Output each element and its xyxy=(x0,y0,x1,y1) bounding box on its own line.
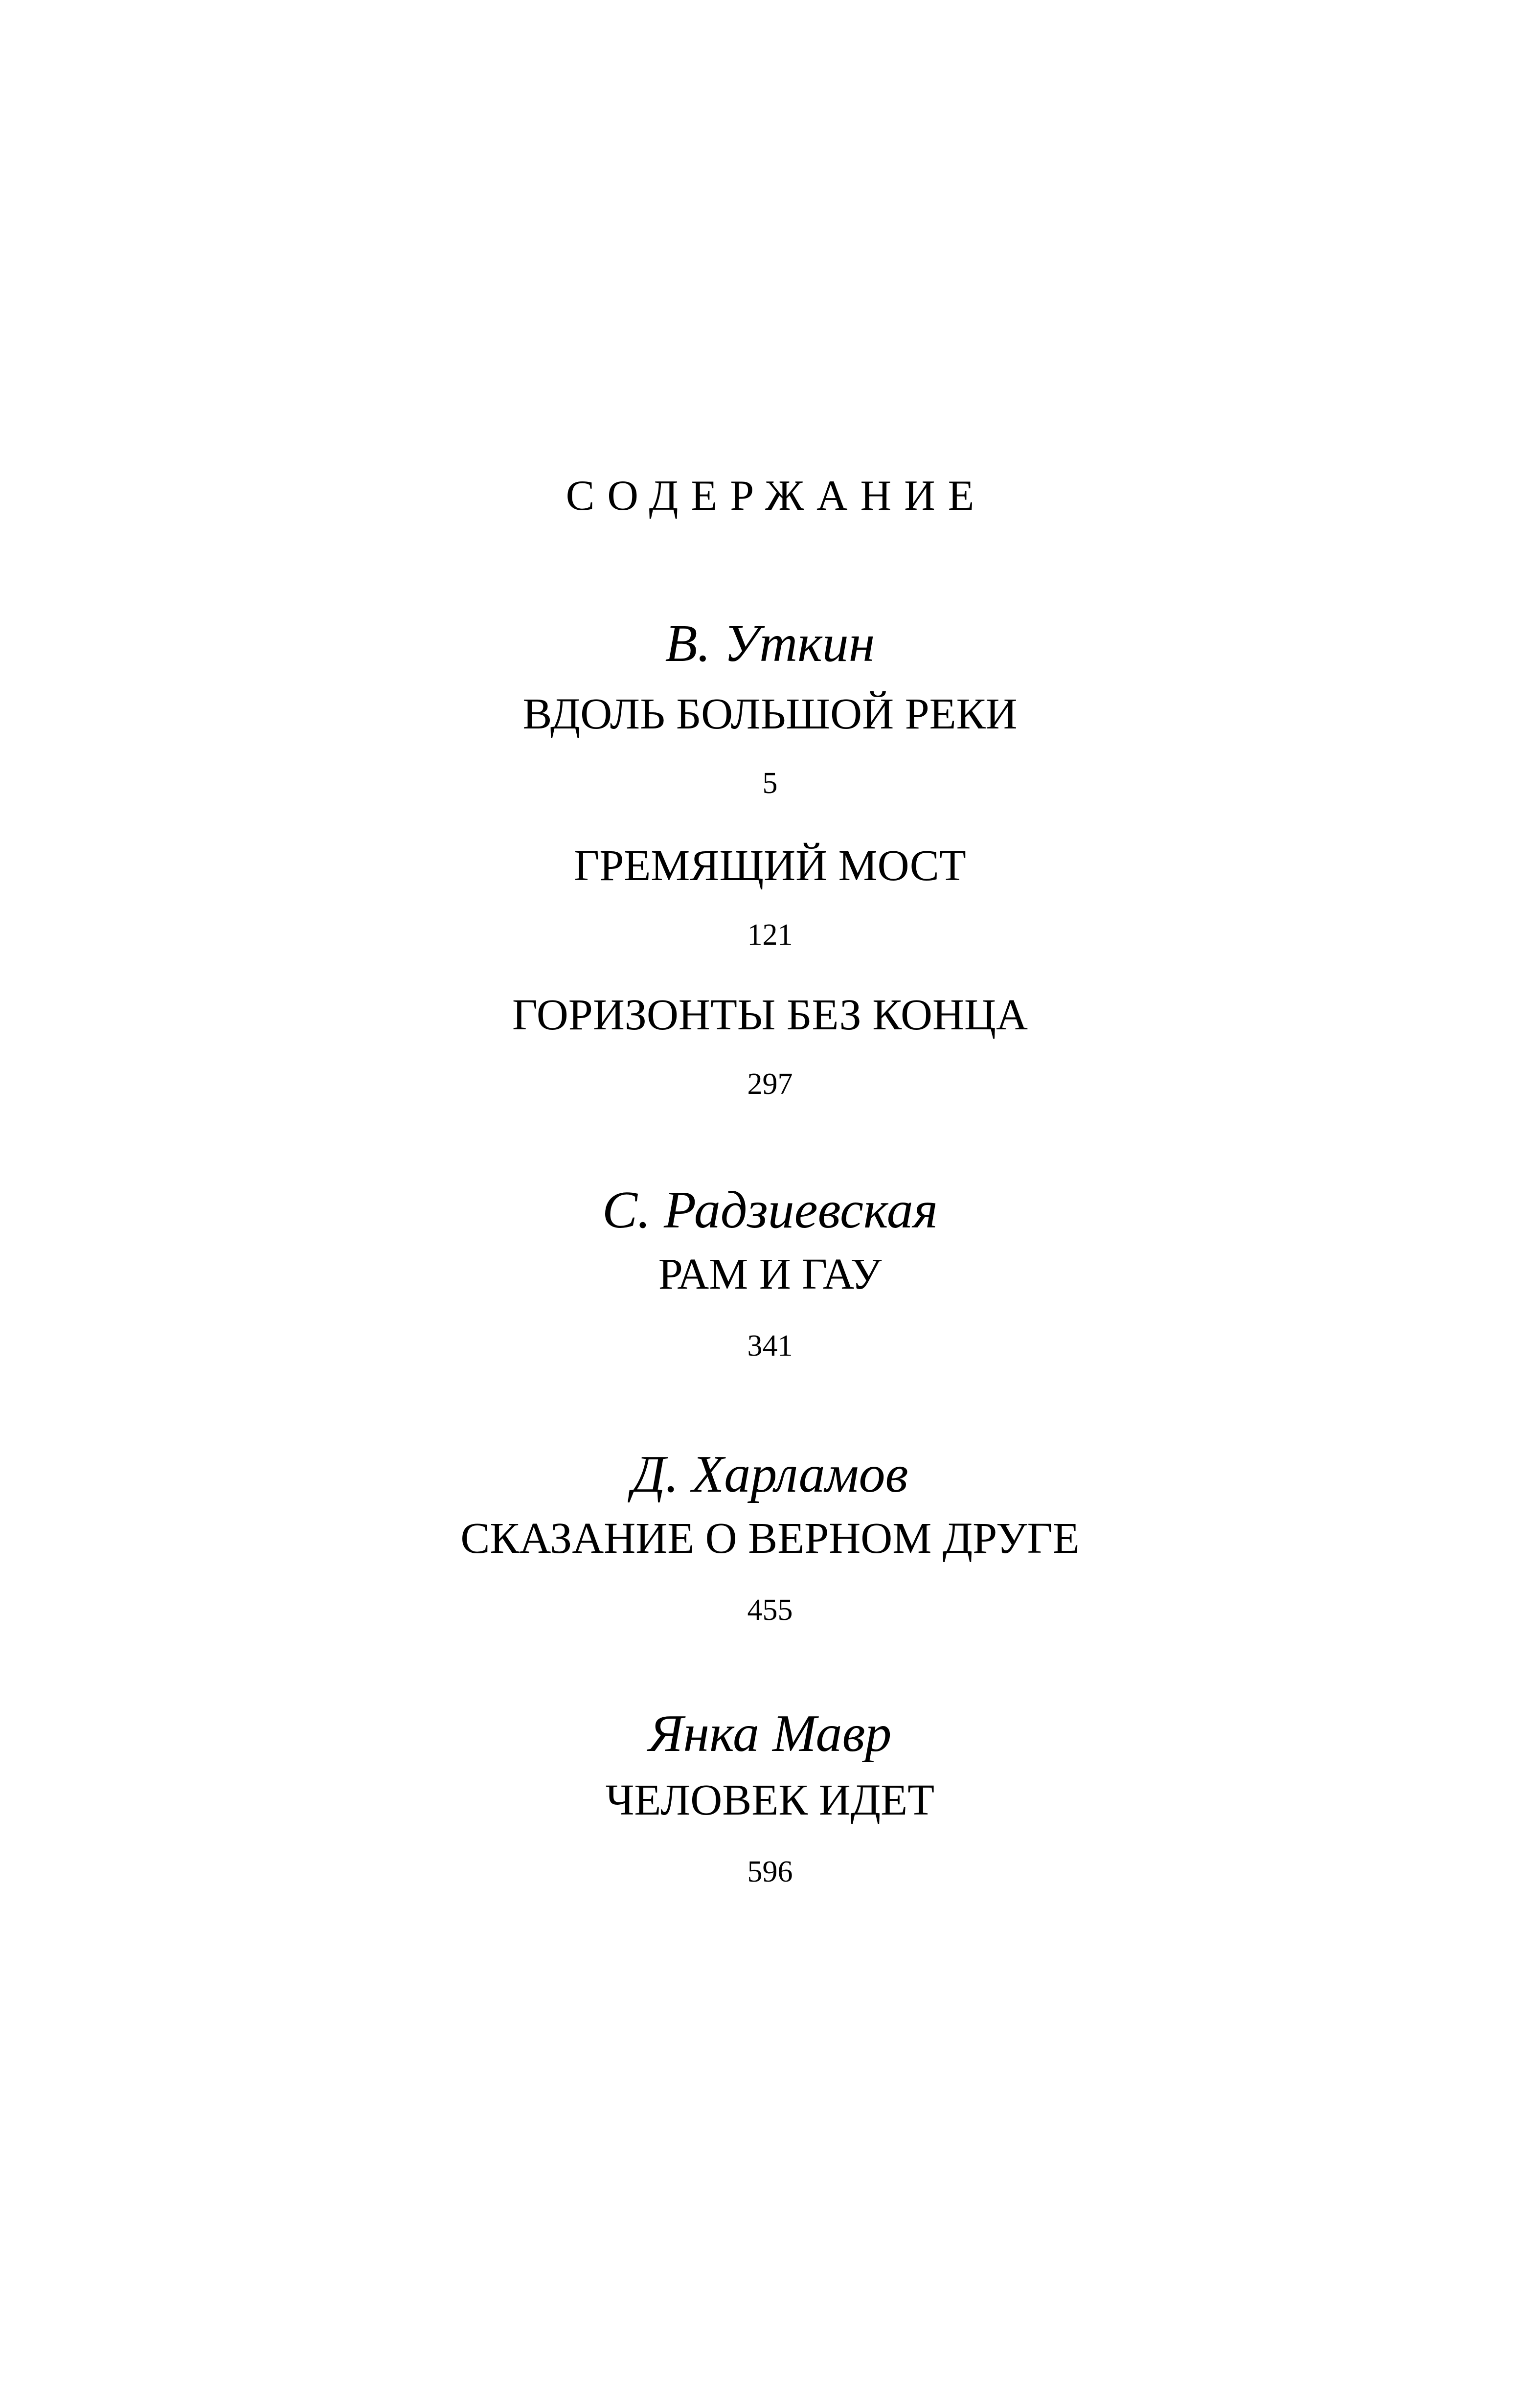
work-title: ГРЕМЯЩИЙ МОСТ xyxy=(574,841,966,890)
work-title: РАМ И ГАУ xyxy=(658,1250,882,1298)
work-page-number: 121 xyxy=(747,918,793,952)
author-radzievskaya: С. Радзиевская xyxy=(602,1181,938,1239)
work-page-number: 341 xyxy=(747,1329,793,1363)
work-title: ВДОЛЬ БОЛЬШОЙ РЕКИ xyxy=(522,690,1018,738)
work-page-number: 5 xyxy=(762,767,778,800)
author-yanka-mavr: Янка Мавр xyxy=(648,1704,892,1763)
work-title: СКАЗАНИЕ О ВЕРНОМ ДРУГЕ xyxy=(460,1514,1080,1563)
work-title: ЧЕЛОВЕК ИДЕТ xyxy=(605,1776,935,1824)
author-utkin: В. Уткин xyxy=(665,614,875,673)
work-page-number: 297 xyxy=(747,1068,793,1101)
work-page-number: 455 xyxy=(747,1593,793,1627)
work-title: ГОРИЗОНТЫ БЕЗ КОНЦА xyxy=(512,991,1028,1039)
author-kharlamov: Д. Харламов xyxy=(632,1445,908,1503)
contents-heading: СОДЕРЖАНИЕ xyxy=(566,472,987,520)
work-page-number: 596 xyxy=(747,1855,793,1888)
